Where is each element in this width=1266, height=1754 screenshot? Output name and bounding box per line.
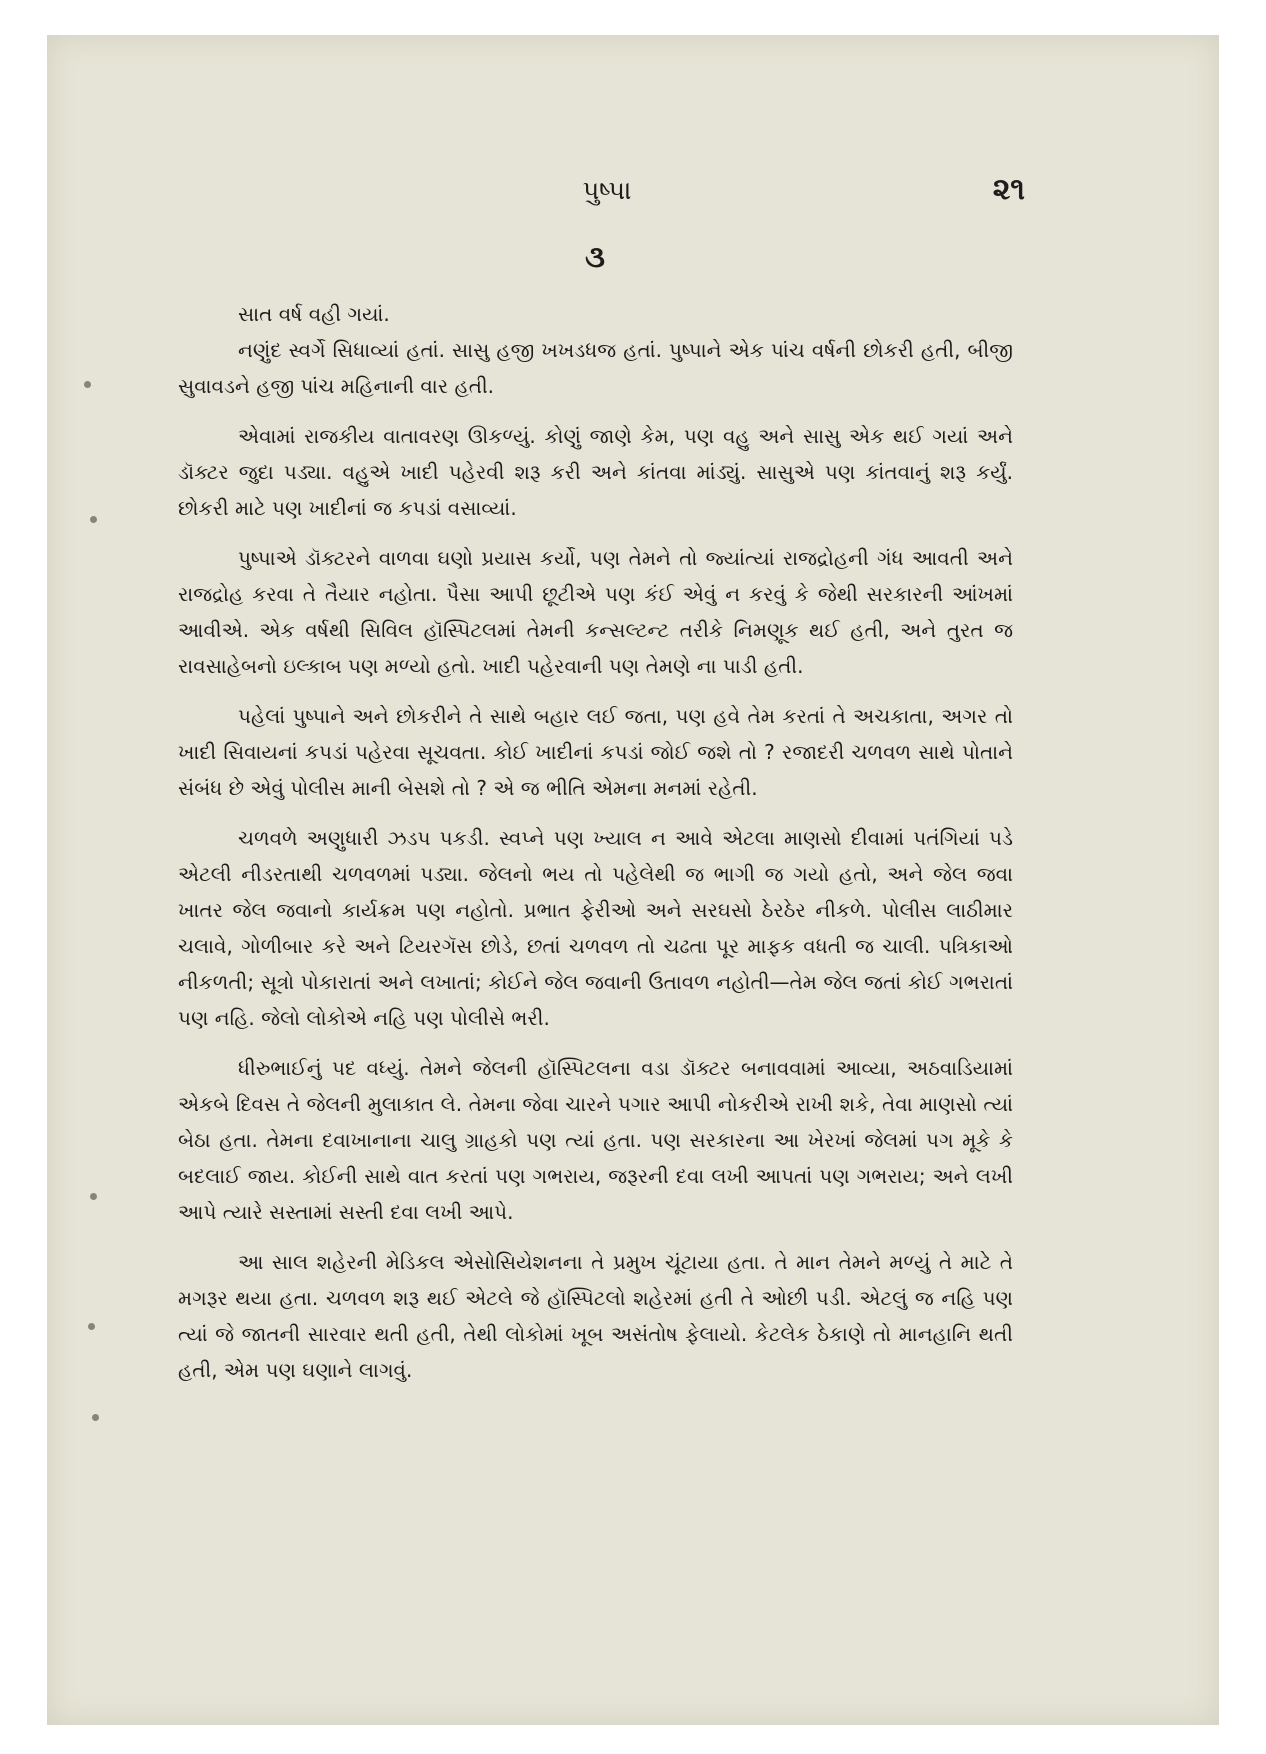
- paragraph: સાત વર્ષ વહી ગયાં.: [238, 302, 390, 326]
- margin-speck: [90, 516, 97, 523]
- margin-speck: [92, 1414, 99, 1421]
- page-number: ૨૧: [992, 172, 1025, 207]
- margin-speck: [88, 1323, 95, 1330]
- paragraph: પુષ્પાએ ડૉક્ટરને વાળવા ઘણો પ્રયાસ કર્યો, પણ તેમને તો જ્યાંત્યાં રાજદ્રોહની ગંધ આવતી અને રાજદ્રોહ કરવા તે તૈયાર નહોતા. પૈસા આપી છૂટીએ પણ કંઈ એવું ન કરવું કે જેથી સરકારની આંખમાં આવીએ. એક વર્ષથી સિવિલ હૉસ્પિટલમાં તેમની કન્સલ્ટન્ટ તરીકે નિમણૂક થઈ હતી, અને તુરત જ રાવસાહેબનો ઇલ્કાબ પણ મળ્યો હતો. ખાદી પહેરવાની પણ તેમણે ના પાડી હતી.: [178, 546, 1013, 678]
- paragraph: એવામાં રાજકીય વાતાવરણ ઊકળ્યું. કોણું જાણે કેમ, પણ વહુ અને સાસુ એક થઈ ગયાં અને ડૉક્ટર જુદા પડ્યા. વહુએ ખાદી પહેરવી શરૂ કરી અને કાંતવા માંડ્યું. સાસુએ પણ કાંતવાનું શરૂ કર્યું. છોકરી માટે પણ ખાદીનાં જ કપડાં વસાવ્યાં.: [178, 424, 1013, 520]
- body-text: [178, 296, 1013, 1402]
- paragraph: નણુંદ સ્વર્ગે સિધાવ્યાં હતાં. સાસુ હજી ખખડધજ હતાં. પુષ્પાને એક પાંચ વર્ષની છોકરી હતી, બીજી સુવાવડને હજી પાંચ મહિનાની વાર હતી.: [178, 338, 1013, 398]
- margin-speck: [84, 381, 91, 388]
- margin-speck: [90, 1193, 97, 1200]
- section-number: ૩: [585, 240, 605, 275]
- paragraph: આ સાલ શહેરની મેડિકલ એસોસિયેશનના તે પ્રમુખ ચૂંટાયા હતા. તે માન તેમને મળ્યું તે માટે તે મગરૂર થયા હતા. ચળવળ શરૂ થઈ એટલે જે હૉસ્પિટલો શહેરમાં હતી તે ઓછી પડી. એટલું જ નહિ પણ ત્યાં જે જાતની સારવાર થતી હતી, તેથી લોકોમાં ખૂબ અસંતોષ ફેલાયો. કેટલેક ઠેકાણે તો માનહાનિ થતી હતી, એમ પણ ઘણાને લાગવું.: [178, 1250, 1013, 1382]
- paragraph: પહેલાં પુષ્પાને અને છોકરીને તે સાથે બહાર લઈ જતા, પણ હવે તેમ કરતાં તે અચકાતા, અગર તો ખાદી સિવાયનાં કપડાં પહેરવા સૂચવતા. કોઈ ખાદીનાં કપડાં જોઈ જશે તો ? રજાદરી ચળવળ સાથે પોતાને સંબંધ છે એવું પોલીસ માની બેસશે તો ? એ જ ભીતિ એમના મનમાં રહેતી.: [178, 704, 1013, 800]
- running-header-title: પુષ્પા: [582, 176, 632, 206]
- paragraph: ચળવળે અણુધારી ઝડપ પકડી. સ્વપ્ને પણ ખ્યાલ ન આવે એટલા માણસો દીવામાં પતંગિયાં પડે એટલી નીડરતાથી ચળવળમાં પડ્યા. જેલનો ભય તો પહેલેથી જ ભાગી જ ગયો હતો, અને જેલ જવા ખાતર જેલ જવાનો કાર્યક્રમ પણ નહોતો. પ્રભાત ફેરીઓ અને સરઘસો ઠેરઠેર નીકળે. પોલીસ લાઠીમાર ચલાવે, ગોળીબાર કરે અને ટિયરગૅસ છોડે, છતાં ચળવળ તો ચઢતા પૂર માફક વધતી જ ચાલી. પત્રિકાઓ નીકળતી; સૂત્રો પોકારાતાં અને લખાતાં; કોઈને જેલ જવાની ઉતાવળ નહોતી—તેમ જેલ જતાં કોઈ ગભરાતાં પણ નહિ. જેલો લોકોએ નહિ પણ પોલીસે ભરી.: [178, 826, 1013, 1030]
- paragraph: ધીરુભાઈનું પદ વધ્યું. તેમને જેલની હૉસ્પિટલના વડા ડૉક્ટર બનાવવામાં આવ્યા, અઠવાડિયામાં એકબે દિવસ તે જેલની મુલાકાત લે. તેમના જેવા ચારને પગાર આપી નોકરીએ રાખી શકે, તેવા માણસો ત્યાં બેઠા હતા. તેમના દવાખાનાના ચાલુ ગ્રાહકો પણ ત્યાં હતા. પણ સરકારના આ ખેરખાં જેલમાં પગ મૂકે કે બદલાઈ જાય. કોઈની સાથે વાત કરતાં પણ ગભરાય, જરૂરની દવા લખી આપતાં પણ ગભરાય; અને લખી આપે ત્યારે સસ્તામાં સસ્તી દવા લખી આપે.: [178, 1056, 1013, 1224]
